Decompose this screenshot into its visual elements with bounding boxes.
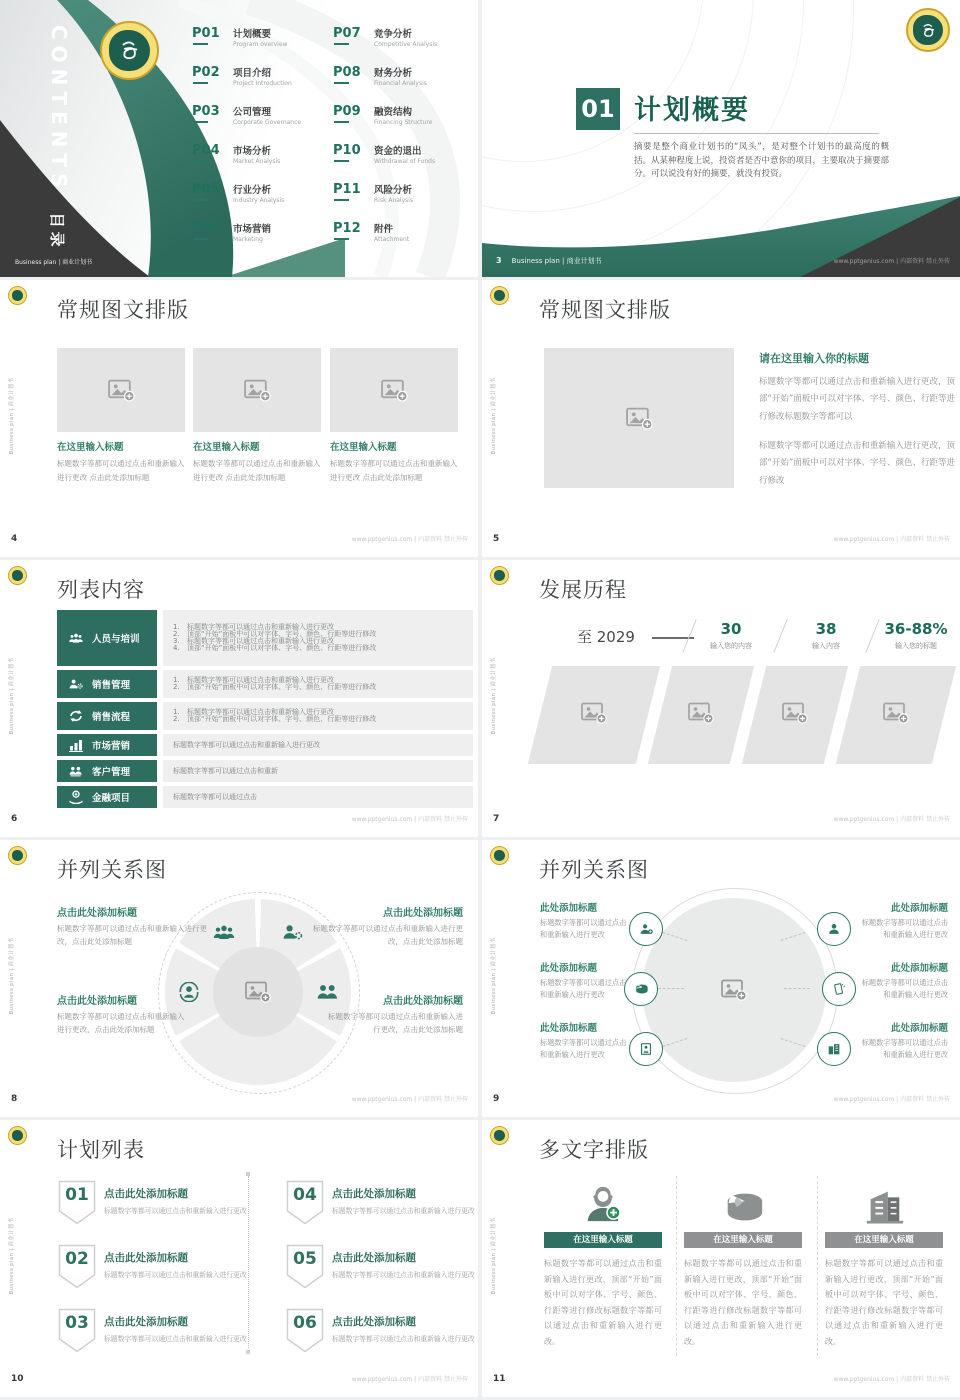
side-brand-text: Business plan | 商业计划书 bbox=[9, 657, 15, 735]
toc-item[interactable] bbox=[333, 104, 474, 143]
column-header: 在这里输入标题 bbox=[544, 1232, 662, 1248]
slide-development-history[interactable] bbox=[482, 560, 960, 837]
side-brand-text: Business plan | 商业计划书 bbox=[9, 937, 15, 1015]
stat-label: 输入内容 bbox=[812, 642, 840, 650]
page-title: 并列关系图 bbox=[57, 858, 167, 882]
plan-number-badge bbox=[286, 1180, 324, 1226]
list-label: 销售流程 bbox=[92, 712, 131, 723]
side-brand-text: Business plan | 商业计划书 bbox=[491, 657, 497, 735]
contents-title-zh: 目录 bbox=[48, 212, 66, 251]
image-placeholder[interactable] bbox=[193, 348, 321, 432]
image-placeholder[interactable] bbox=[742, 666, 848, 764]
diagram-text-block bbox=[540, 1020, 632, 1061]
list-label-box bbox=[57, 734, 157, 756]
plan-item[interactable] bbox=[104, 1186, 256, 1215]
person-icon bbox=[826, 922, 842, 936]
plan-body: 标题数字等都可以通过点击和重新输入进行更改 bbox=[104, 1335, 247, 1343]
image-placeholder[interactable] bbox=[642, 898, 826, 1082]
list-item-number: 2. bbox=[173, 715, 180, 723]
diagram-text-block bbox=[57, 904, 212, 949]
image-placeholder[interactable] bbox=[330, 348, 458, 432]
image-placeholder[interactable] bbox=[528, 666, 660, 764]
block-heading: 此处添加标题 bbox=[540, 903, 598, 914]
diagram-text-block bbox=[303, 904, 463, 949]
plan-body: 标题数字等都可以通过点击和重新输入进行更改 bbox=[104, 1271, 247, 1279]
slide-plan-list[interactable] bbox=[0, 1120, 478, 1397]
column-body: 标题数字等都可以通过点击和重新输入进行更改，顶部“开始”面板中可以对字体、字号、颜色、行距等进行修改标题数字等都可以通过点击和重新输入进行更改。 bbox=[544, 1259, 662, 1346]
slide-image-text-layout-a[interactable] bbox=[0, 280, 478, 557]
text-column[interactable] bbox=[544, 1176, 662, 1350]
plan-item[interactable] bbox=[104, 1250, 256, 1279]
text-heading: 请在这里输入你的标题 bbox=[759, 352, 869, 365]
slide-parallel-relationship-a[interactable] bbox=[0, 840, 478, 1117]
timeline-year: 至 2029 bbox=[577, 628, 635, 646]
list-item-text: 顶部“开始”面板中可以对字体、字号、颜色、行距等进行修改 bbox=[187, 683, 377, 691]
building-icon bbox=[826, 1042, 842, 1056]
toc-number: P04 bbox=[192, 143, 226, 182]
list-row[interactable] bbox=[57, 610, 473, 666]
toc-label-zh: 竞争分析 bbox=[374, 29, 413, 40]
side-brand-text: Business plan | 商业计划书 bbox=[491, 377, 497, 455]
slide-contents[interactable] bbox=[0, 0, 478, 277]
list-item-number: 1. bbox=[173, 676, 180, 684]
slide-parallel-relationship-b[interactable] bbox=[482, 840, 960, 1117]
stat-label: 输入您的标题 bbox=[895, 642, 937, 650]
page-number: 11 bbox=[493, 1374, 506, 1384]
block-body: 标题数字等都可以通过点击和重新输入进行更改 bbox=[540, 978, 627, 999]
watermark: www.pptgenius.com | 内部资料 禁止外传 bbox=[833, 816, 950, 823]
toc-label-en: Marketing bbox=[233, 236, 263, 243]
block-body: 标题数字等都可以通过点击和重新输入进行更改，点击此处添加标题 bbox=[57, 924, 207, 946]
school-logo-icon bbox=[8, 846, 27, 865]
card-body: 标题数字等都可以通过点击和重新输入进行更改 点击此处添加标题 bbox=[57, 459, 185, 482]
toc-number: P12 bbox=[333, 221, 367, 260]
card-heading: 在这里输入标题 bbox=[57, 442, 124, 453]
plan-body: 标题数字等都可以通过点击和重新输入进行更改 bbox=[104, 1207, 247, 1215]
toc-label-en: Financial Analysis bbox=[374, 80, 427, 87]
page-number: 7 bbox=[493, 814, 500, 824]
block-heading: 此处添加标题 bbox=[540, 963, 598, 974]
toc-item[interactable] bbox=[333, 65, 474, 104]
toc-label-zh: 市场营销 bbox=[233, 224, 272, 235]
diagram-node[interactable] bbox=[817, 1032, 851, 1066]
plan-item[interactable] bbox=[104, 1314, 256, 1343]
list-item-number: 1. bbox=[173, 623, 180, 631]
person-gear-icon bbox=[68, 677, 84, 691]
toc-number: P10 bbox=[333, 143, 367, 182]
toc-label-en: Project Introduction bbox=[233, 80, 292, 87]
block-body: 标题数字等都可以通过点击和重新输入进行更改 bbox=[861, 918, 948, 939]
block-heading: 点击此处添加标题 bbox=[57, 996, 137, 1007]
image-placeholder-icon bbox=[782, 702, 808, 724]
school-logo-icon bbox=[490, 566, 509, 585]
section-title: 计划概要 bbox=[634, 95, 750, 126]
toc-label-zh: 行业分析 bbox=[233, 185, 272, 196]
toc-number: P05 bbox=[192, 182, 226, 221]
list-item-text: 标题数字等都可以通过点击和重新输入进行更改 bbox=[187, 637, 334, 645]
school-logo-icon bbox=[490, 1126, 509, 1145]
person-add-icon bbox=[638, 922, 654, 936]
list-label-box bbox=[57, 702, 157, 730]
plan-number: 03 bbox=[65, 1313, 89, 1333]
list-label-box bbox=[57, 786, 157, 808]
timeline-stat bbox=[784, 620, 868, 651]
school-logo-icon bbox=[906, 8, 950, 52]
page-number: 9 bbox=[493, 1094, 500, 1104]
footer bbox=[496, 256, 602, 266]
list-row[interactable] bbox=[57, 702, 473, 730]
toc-number: P09 bbox=[333, 104, 367, 143]
toc-item[interactable] bbox=[333, 182, 474, 221]
column-header: 在这里输入标题 bbox=[825, 1232, 943, 1248]
cycle-icon bbox=[68, 709, 84, 723]
stat-value: 30 bbox=[720, 620, 742, 638]
plan-heading: 点击此处添加标题 bbox=[332, 1188, 416, 1200]
page-title: 计划列表 bbox=[57, 1138, 145, 1162]
watermark: www.pptgenius.com | 内部资料 禁止外传 bbox=[351, 1376, 468, 1383]
list-item-text: 顶部“开始”面板中可以对字体、字号、颜色、行距等进行修改 bbox=[187, 630, 377, 638]
block-heading: 此处添加标题 bbox=[540, 1023, 598, 1034]
person-gear-icon bbox=[280, 922, 304, 942]
school-logo-icon bbox=[8, 1126, 27, 1145]
page-title: 常规图文排版 bbox=[57, 298, 189, 322]
list-label-box bbox=[57, 760, 157, 782]
image-placeholder-icon bbox=[688, 702, 714, 724]
toc-label-zh: 资金的退出 bbox=[374, 146, 422, 157]
diagram-text-block bbox=[57, 992, 189, 1037]
list-label: 销售管理 bbox=[92, 680, 131, 691]
bar-chart-icon bbox=[68, 738, 84, 752]
slide-image-text-layout-b[interactable] bbox=[482, 280, 960, 557]
page-number: 10 bbox=[11, 1374, 24, 1384]
toc-label-en: Withdrawal of Funds bbox=[374, 158, 436, 165]
toc-label-zh: 风险分析 bbox=[374, 185, 413, 196]
footer-brand: Business plan | 商业计划书 bbox=[511, 257, 602, 265]
card-heading: 在这里输入标题 bbox=[330, 442, 397, 453]
block-body: 标题数字等都可以通过点击和重新输入进行更改，点击此处添加标题 bbox=[313, 924, 463, 946]
plan-heading: 点击此处添加标题 bbox=[332, 1252, 416, 1264]
image-placeholder[interactable] bbox=[544, 348, 734, 488]
plan-body: 标题数字等都可以通过点击和重新输入进行更改 bbox=[332, 1207, 475, 1215]
image-placeholder[interactable] bbox=[57, 348, 185, 432]
toc-item[interactable] bbox=[333, 221, 474, 260]
mobile-chart-icon bbox=[831, 982, 847, 996]
diagram-node[interactable] bbox=[629, 1032, 663, 1066]
page-title: 并列关系图 bbox=[539, 858, 649, 882]
toc-label-zh: 市场分析 bbox=[233, 146, 272, 157]
plan-heading: 点击此处添加标题 bbox=[104, 1188, 188, 1200]
diagram-node[interactable] bbox=[629, 912, 663, 946]
page-title: 多文字排版 bbox=[539, 1138, 649, 1162]
page-number: 8 bbox=[11, 1094, 18, 1104]
plan-number-badge bbox=[58, 1308, 96, 1354]
school-logo-icon bbox=[100, 21, 159, 80]
plan-item[interactable] bbox=[332, 1314, 478, 1343]
watermark: www.pptgenius.com | 内部资料 禁止外传 bbox=[833, 258, 950, 265]
timeline-stat bbox=[874, 620, 958, 651]
toc-item[interactable] bbox=[192, 104, 333, 143]
image-placeholder[interactable] bbox=[213, 947, 303, 1037]
plan-heading: 点击此处添加标题 bbox=[104, 1316, 188, 1328]
plan-number-badge bbox=[286, 1308, 324, 1354]
paragraph: 标题数字等都可以通过点击和重新输入进行更改，顶部“开始”面板中可以对字体、字号、颜色、行距等进行修改标题数字等都可以 bbox=[759, 377, 955, 422]
diagram-text-block bbox=[856, 1020, 948, 1061]
toc-label-en: Market Analysis bbox=[233, 158, 281, 165]
image-placeholder[interactable] bbox=[648, 666, 754, 764]
block-heading: 此处添加标题 bbox=[890, 903, 948, 914]
plan-item[interactable] bbox=[332, 1250, 478, 1279]
block-body: 标题数字等都可以通过点击和重新输入进行更改 bbox=[540, 918, 627, 939]
list-item-text: 顶部“开始”面板中可以对字体、字号、颜色、行距等进行修改 bbox=[187, 715, 377, 723]
block-heading: 此处添加标题 bbox=[890, 963, 948, 974]
toc-label-en: Corporate Governance bbox=[233, 119, 302, 126]
table-of-contents bbox=[192, 26, 474, 260]
list-item-text: 顶部“开始”面板中可以对字体、字号、颜色、行距等进行修改 bbox=[187, 644, 377, 652]
watermark: www.pptgenius.com | 内部资料 禁止外传 bbox=[833, 1096, 950, 1103]
card-body: 标题数字等都可以通过点击和重新输入进行更改 点击此处添加标题 bbox=[330, 459, 458, 482]
list-label: 客户管理 bbox=[92, 767, 131, 778]
school-logo-icon bbox=[490, 846, 509, 865]
block-body: 标题数字等都可以通过点击和重新输入进行更改 bbox=[861, 1038, 948, 1059]
side-brand-text: Business plan | 商业计划书 bbox=[9, 377, 15, 455]
stat-label: 输入您的内容 bbox=[710, 642, 752, 650]
plan-number: 01 bbox=[65, 1185, 89, 1205]
side-brand-text: Business plan | 商业计划书 bbox=[491, 1217, 497, 1295]
block-body: 标题数字等都可以通过点击和重新输入进行更改，点击此处添加标题 bbox=[57, 1012, 185, 1034]
plan-number: 02 bbox=[65, 1249, 89, 1269]
slide-section-01[interactable] bbox=[482, 0, 960, 277]
toc-label-en: Industry Analysis bbox=[233, 197, 285, 204]
diagram-text-block bbox=[540, 960, 632, 1001]
paragraph: 标题数字等都可以通过点击和重新输入进行更改，顶部“开始”面板中可以对字体、字号、颜色、行距等进行修改 bbox=[759, 441, 955, 486]
image-text-card[interactable] bbox=[330, 348, 458, 484]
team-icon bbox=[212, 922, 236, 942]
toc-item[interactable] bbox=[333, 26, 474, 65]
image-placeholder-icon bbox=[108, 379, 135, 402]
plan-body: 标题数字等都可以通过点击和重新输入进行更改 bbox=[332, 1271, 475, 1279]
diagram-text-block bbox=[540, 900, 632, 941]
page-number: 4 bbox=[11, 534, 18, 544]
list-item-number: 1. bbox=[173, 708, 180, 716]
block-heading: 点击此处添加标题 bbox=[57, 908, 137, 919]
team-icon bbox=[68, 631, 84, 645]
plan-heading: 点击此处添加标题 bbox=[332, 1316, 416, 1328]
side-brand-text: Business plan | 商业计划书 bbox=[491, 937, 497, 1015]
image-placeholder[interactable] bbox=[836, 666, 956, 764]
list-item-number: 2. bbox=[173, 630, 180, 638]
toc-label-zh: 财务分析 bbox=[374, 68, 413, 79]
id-card-icon bbox=[638, 1042, 654, 1056]
plan-number-badge bbox=[58, 1180, 96, 1226]
block-heading: 点击此处添加标题 bbox=[383, 996, 463, 1007]
list-label: 市场营销 bbox=[92, 741, 131, 752]
stat-value: 38 bbox=[815, 620, 837, 638]
customers-icon bbox=[68, 764, 84, 778]
toc-item[interactable] bbox=[192, 182, 333, 221]
list-label-box bbox=[57, 610, 157, 666]
toc-number: P01 bbox=[192, 26, 226, 65]
building-icon bbox=[863, 1184, 905, 1226]
image-placeholder-icon bbox=[721, 979, 747, 1001]
list-item-text: 标题数字等都可以通过点击和重新输入进行更改 bbox=[187, 676, 334, 684]
school-logo-icon bbox=[8, 566, 27, 585]
plan-body: 标题数字等都可以通过点击和重新输入进行更改 bbox=[332, 1335, 475, 1343]
toc-item[interactable] bbox=[192, 221, 333, 260]
finance-icon bbox=[68, 790, 84, 804]
toc-item[interactable] bbox=[333, 143, 474, 182]
diagram-text-block bbox=[326, 992, 463, 1037]
watermark: www.pptgenius.com | 内部资料 禁止外传 bbox=[351, 1096, 468, 1103]
list-row[interactable] bbox=[57, 670, 473, 698]
toc-label-zh: 计划概要 bbox=[233, 29, 272, 40]
stat-value: 36-88% bbox=[884, 620, 948, 638]
image-placeholder-icon bbox=[381, 379, 408, 402]
toc-item[interactable] bbox=[192, 65, 333, 104]
list-item-text: 标题数字等都可以通过点击和重新输入进行更改 bbox=[187, 623, 334, 631]
toc-item[interactable] bbox=[192, 143, 333, 182]
toc-label-zh: 附件 bbox=[374, 224, 394, 235]
text-column[interactable] bbox=[684, 1176, 802, 1350]
watermark: www.pptgenius.com | 内部资料 禁止外传 bbox=[833, 536, 950, 543]
list-item-number: 2. bbox=[173, 683, 180, 691]
list-label: 人员与培训 bbox=[92, 634, 140, 645]
slide-list-content[interactable] bbox=[0, 560, 478, 837]
toc-label-en: Financing Structure bbox=[374, 119, 433, 126]
plan-item[interactable] bbox=[332, 1186, 478, 1215]
plan-number: 05 bbox=[293, 1249, 317, 1269]
toc-label-zh: 公司管理 bbox=[233, 107, 272, 118]
toc-label-en: Risk Analysis bbox=[374, 197, 414, 204]
section-number: 01 bbox=[576, 88, 620, 130]
toc-number: P11 bbox=[333, 182, 367, 221]
toc-number: P02 bbox=[192, 65, 226, 104]
toc-label-en: Attachment bbox=[374, 236, 410, 243]
image-text-card[interactable] bbox=[193, 348, 321, 484]
contents-vertical-title bbox=[43, 25, 71, 265]
section-decoration bbox=[482, 0, 960, 277]
column-header: 在这里输入标题 bbox=[684, 1232, 802, 1248]
list-item-number: 4. bbox=[173, 644, 180, 652]
text-column[interactable] bbox=[825, 1176, 943, 1350]
block-heading: 点击此处添加标题 bbox=[383, 908, 463, 919]
page-title: 列表内容 bbox=[57, 578, 145, 602]
block-heading: 此处添加标题 bbox=[890, 1023, 948, 1034]
watermark: www.pptgenius.com | 内部资料 禁止外传 bbox=[351, 536, 468, 543]
toc-number: P06 bbox=[192, 221, 226, 260]
page-title: 常规图文排版 bbox=[539, 298, 671, 322]
watermark: www.pptgenius.com | 内部资料 禁止外传 bbox=[351, 816, 468, 823]
footer-brand: Business plan | 商业计划书 bbox=[15, 259, 93, 266]
timeline-stat bbox=[689, 620, 773, 651]
image-placeholder-icon bbox=[244, 379, 271, 402]
pie-icon bbox=[720, 1188, 766, 1226]
list-item-text: 标题数字等都可以通过点击和重新输入进行更改 bbox=[187, 708, 334, 716]
nurse-plus-icon bbox=[582, 1182, 624, 1226]
page-number: 3 bbox=[496, 256, 502, 265]
toc-item[interactable] bbox=[192, 26, 333, 65]
card-body: 标题数字等都可以通过点击和重新输入进行更改 点击此处添加标题 bbox=[193, 459, 321, 482]
block-body: 标题数字等都可以通过点击和重新输入进行更改，点击此处添加标题 bbox=[328, 1012, 463, 1034]
plan-heading: 点击此处添加标题 bbox=[104, 1252, 188, 1264]
block-body: 标题数字等都可以通过点击和重新输入进行更改 bbox=[540, 1038, 627, 1059]
list-label: 金融项目 bbox=[92, 793, 131, 804]
toc-number: P03 bbox=[192, 104, 226, 143]
image-placeholder-icon bbox=[883, 702, 909, 724]
column-body: 标题数字等都可以通过点击和重新输入进行更改，顶部“开始”面板中可以对字体、字号、颜色、行距等进行修改标题数字等都可以通过点击和重新输入进行更改。 bbox=[684, 1259, 802, 1346]
page-number: 6 bbox=[11, 814, 18, 824]
contents-title-en: CONTENTS bbox=[47, 25, 71, 194]
diagram-text-block bbox=[856, 900, 948, 941]
school-logo-icon bbox=[8, 286, 27, 305]
plan-number-badge bbox=[286, 1244, 324, 1290]
timeline-images bbox=[540, 666, 944, 764]
list-row[interactable] bbox=[57, 786, 473, 808]
plan-number-badge bbox=[58, 1244, 96, 1290]
page-number: 5 bbox=[493, 534, 500, 544]
section-body: 摘要是整个商业计划书的“凤头”，是对整个计划书的最高度的概括。从某种程度上说，投资者是否中意你的项目，主要取决于摘要部分。可以说没有好的摘要，就没有投资。 bbox=[634, 142, 890, 180]
diagram-node[interactable] bbox=[822, 972, 856, 1006]
card-heading: 在这里输入标题 bbox=[193, 442, 260, 453]
image-placeholder-icon bbox=[581, 702, 607, 724]
plan-number: 04 bbox=[293, 1185, 317, 1205]
toc-number: P07 bbox=[333, 26, 367, 65]
list-item-text: 标题数字等都可以通过点击 bbox=[173, 792, 257, 801]
image-placeholder-icon bbox=[245, 981, 271, 1003]
divider-line bbox=[634, 133, 879, 134]
list-item-text: 标题数字等都可以通过点击和重新输入进行更改 bbox=[173, 740, 320, 749]
list-item-text: 标题数字等都可以通过点击和重新 bbox=[173, 766, 278, 775]
plan-number: 06 bbox=[293, 1313, 317, 1333]
list-label-box bbox=[57, 670, 157, 698]
list-item-number: 3. bbox=[173, 637, 180, 645]
toc-number: P08 bbox=[333, 65, 367, 104]
diagram-text-block bbox=[856, 960, 948, 1001]
page-title: 发展历程 bbox=[539, 578, 627, 602]
toc-label-zh: 融资结构 bbox=[374, 107, 413, 118]
slide-multi-text-layout[interactable] bbox=[482, 1120, 960, 1397]
image-text-card[interactable] bbox=[57, 348, 185, 484]
school-logo-icon bbox=[490, 286, 509, 305]
diagram-node[interactable] bbox=[817, 912, 851, 946]
list-row[interactable] bbox=[57, 734, 473, 756]
toc-label-zh: 项目介绍 bbox=[233, 68, 272, 79]
toc-label-en: Program overview bbox=[233, 41, 288, 48]
image-placeholder-icon bbox=[626, 407, 653, 430]
block-body: 标题数字等都可以通过点击和重新输入进行更改 bbox=[861, 978, 948, 999]
side-brand-text: Business plan | 商业计划书 bbox=[9, 1217, 15, 1295]
pie-icon bbox=[633, 982, 649, 996]
column-body: 标题数字等都可以通过点击和重新输入进行更改，顶部“开始”面板中可以对字体、字号、颜色、行距等进行修改标题数字等都可以通过点击和重新输入进行更改。 bbox=[825, 1259, 943, 1346]
watermark: www.pptgenius.com | 内部资料 禁止外传 bbox=[833, 1376, 950, 1383]
toc-label-en: Competitive Analysis bbox=[374, 41, 438, 48]
list-row[interactable] bbox=[57, 760, 473, 782]
